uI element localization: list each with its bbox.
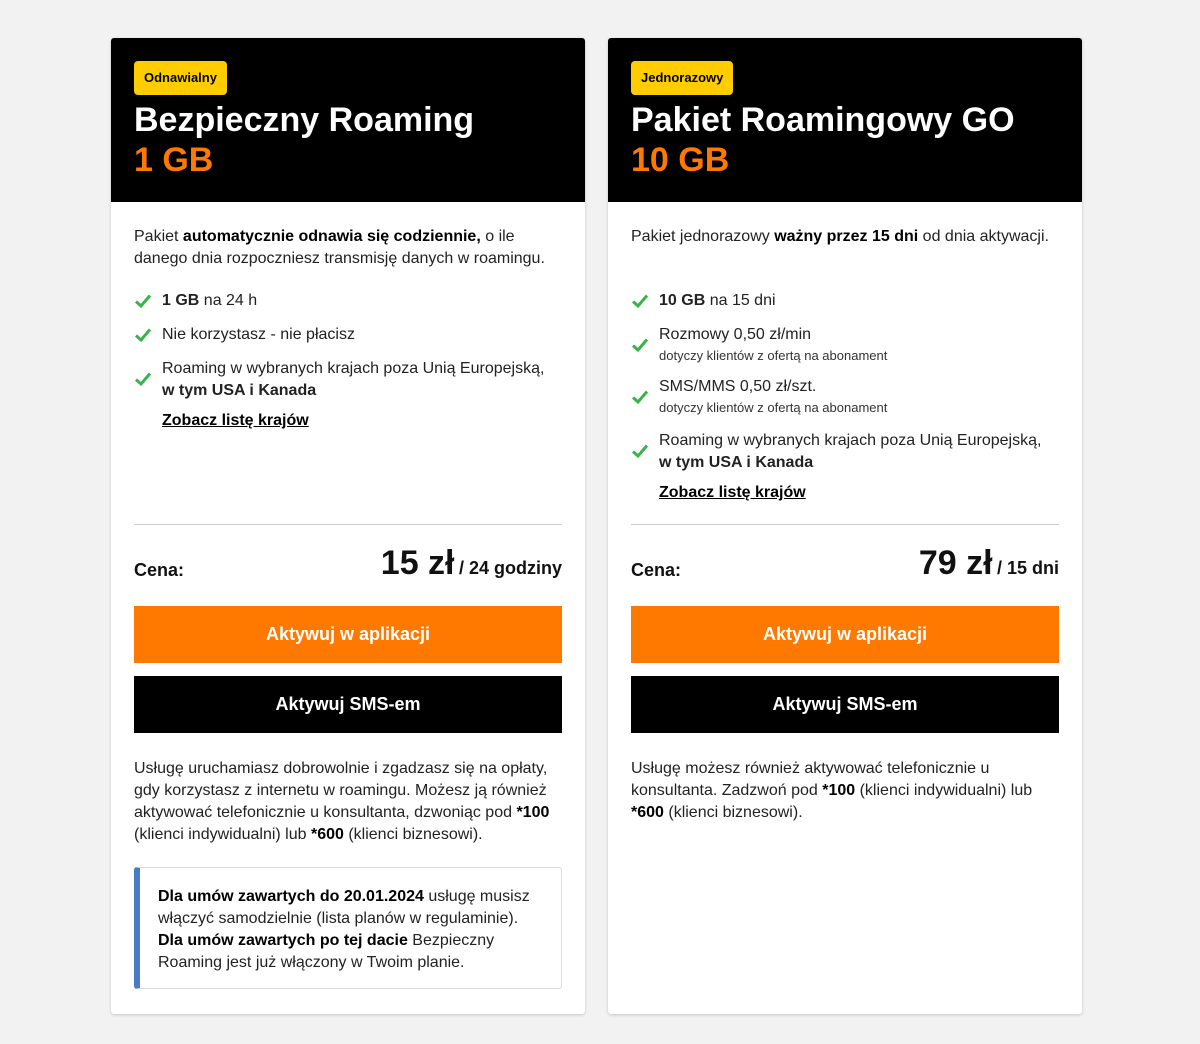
activate-sms-button[interactable]: Aktywuj SMS-em bbox=[631, 676, 1059, 733]
terms-note: Usługę możesz również aktywować telefonicznie u konsultanta. Zadzwoń pod *100 (klienci indywidualni) lub *600 (klienci biznesowi). bbox=[631, 760, 1033, 821]
price: 15 zł / 24 godziny bbox=[380, 544, 562, 582]
feature-item: Nie korzystasz - nie płacisz bbox=[134, 324, 575, 346]
feature-item: 10 GB na 15 dni bbox=[631, 290, 1072, 312]
renewable-badge: Odnawialny bbox=[134, 61, 227, 95]
check-icon bbox=[631, 442, 649, 460]
check-icon bbox=[631, 388, 649, 406]
check-icon bbox=[631, 292, 649, 310]
card-header bbox=[608, 38, 1082, 202]
country-list-link[interactable]: Zobacz listę krajów bbox=[162, 412, 309, 429]
offer-card-pakiet-roamingowy-go bbox=[608, 38, 1082, 1014]
check-icon bbox=[134, 292, 152, 310]
activate-in-app-button[interactable]: Aktywuj w aplikacji bbox=[134, 606, 562, 663]
price: 79 zł / 15 dni bbox=[918, 544, 1059, 582]
check-icon bbox=[134, 370, 152, 388]
terms-note: Usługę uruchamiasz dobrowolnie i zgadzasz się na opłaty, gdy korzystasz z internetu w roamingu. Możesz ją również aktywować telefonicznie u konsultanta, dzwoniąc pod *100 (klienci indywidualni) lub *600 (klienci biznesowi). bbox=[134, 760, 550, 843]
activate-in-app-button[interactable]: Aktywuj w aplikacji bbox=[631, 606, 1059, 663]
card-title: Pakiet Roamingowy GO bbox=[631, 101, 1015, 139]
data-amount: 10 GB bbox=[631, 141, 730, 179]
card-header bbox=[111, 38, 585, 202]
price-label: Cena: bbox=[134, 560, 185, 580]
offer-card-bezpieczny-roaming bbox=[111, 38, 585, 1014]
divider bbox=[631, 524, 1059, 525]
feature-item: Roaming w wybranych krajach poza Unią Europejską, w tym USA i Kanada bbox=[134, 358, 575, 402]
check-icon bbox=[631, 336, 649, 354]
feature-item: Rozmowy 0,50 zł/min dotyczy klientów z ofertą na abonament bbox=[631, 324, 1072, 366]
activate-sms-button[interactable]: Aktywuj SMS-em bbox=[134, 676, 562, 733]
feature-item: Roaming w wybranych krajach poza Unią Europejską, w tym USA i Kanada bbox=[631, 430, 1072, 474]
info-box: Dla umów zawartych do 20.01.2024 usługę musisz włączyć samodzielnie (lista planów w regulaminie). Dla umów zawartych po tej dacie Bezpieczny Roaming jest już włączony w Twoim planie. bbox=[134, 867, 562, 989]
divider bbox=[134, 524, 562, 525]
card-description: Pakiet automatycznie odnawia się codziennie, o ile danego dnia rozpoczniesz transmisję danych w roamingu. bbox=[134, 228, 545, 267]
one-time-badge: Jednorazowy bbox=[631, 61, 733, 95]
feature-item: 1 GB na 24 h bbox=[134, 290, 575, 312]
card-title: Bezpieczny Roaming bbox=[134, 101, 475, 139]
check-icon bbox=[134, 326, 152, 344]
feature-item: SMS/MMS 0,50 zł/szt. dotyczy klientów z ofertą na abonament bbox=[631, 376, 1072, 418]
price-label: Cena: bbox=[631, 560, 682, 580]
data-amount: 1 GB bbox=[134, 141, 214, 179]
card-description: Pakiet jednorazowy ważny przez 15 dni od dnia aktywacji. bbox=[631, 228, 1049, 245]
country-list-link[interactable]: Zobacz listę krajów bbox=[659, 484, 806, 501]
